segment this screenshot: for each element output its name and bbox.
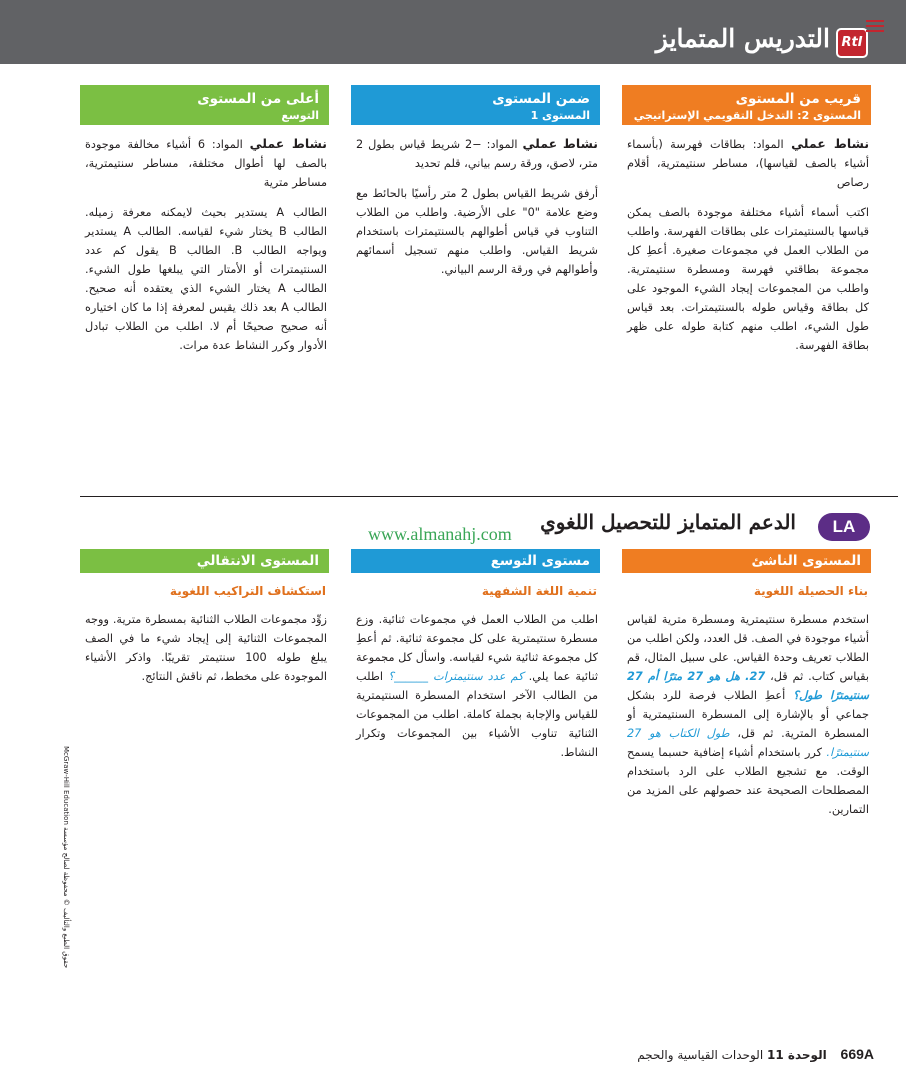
rti-badge: RtI bbox=[836, 28, 868, 58]
top-banner bbox=[0, 0, 906, 64]
la-text-bridging: زوِّد مجموعات الطلاب الثنائية بمسطرة مترية. ووجه المجموعات الثنائية إلى إيجاد شيء ما في الصف يبلغ طوله 100 سنتيمتر تقريبًا. واذكر الأشياء الموجودة على مخطط، ثم ناقش النتائج. bbox=[85, 613, 327, 683]
activity-label: نشاط عملي bbox=[249, 136, 327, 151]
la-subhead-expanding: تنمية اللغة الشفهية bbox=[481, 584, 597, 598]
activity-label: نشاط عملي bbox=[791, 136, 870, 151]
column-header-on-level: ضمن المستوى المستوى 1 bbox=[351, 85, 600, 125]
la-subhead-emerging: بناء الحصيلة اللغوية bbox=[753, 584, 868, 598]
copyright-side-text: McGraw-Hill Education حقوق الطبع والتأليف © محفوظة لصالح مؤسسة bbox=[62, 746, 70, 969]
language-section-title: الدعم المتمايز للتحصيل اللغوي bbox=[540, 510, 796, 534]
menu-icon[interactable] bbox=[866, 20, 884, 34]
la-subhead-bridging: استكشاف التراكيب اللغوية bbox=[169, 584, 326, 598]
example-question: 27. هل هو 27 مترًا أم 27 سنتيمترًا طول؟ bbox=[627, 670, 870, 702]
page-title: التدريس المتمايز bbox=[655, 24, 830, 53]
la-text-expanding: اطلب من الطلاب العمل في مجموعات ثنائية. وزع مسطرة سنتيمترية على كل مجموعة ثنائية. ثم أعطِ كل مجموعة ثنائية شيء لقياسه. واسأل كل مجموعة ثنائية عما يلي. كم عدد سنتيمترات ______؟ اطلب من الطالب الآخر استخدام المسطرة السنتيمترية للقياس والإجابة بجملة كاملة. اطلب من المجموعات الثنائية تناوب الأشياء بين المجموعات وتكرار النشاط. bbox=[356, 613, 599, 759]
unit-title: الوحدات القياسية والحجم bbox=[637, 1048, 764, 1062]
example-answer: طول الكتاب هو 27 سنتيمترًا. bbox=[627, 727, 869, 759]
la-text-emerging: استخدم مسطرة سنتيمترية ومسطرة مترية لقياس أشياء موجودة في الصف. قل العدد، ولكن اطلب من الطلاب تعريف وحدة القياس. على سبيل المثال، قم بقياس كتاب. ثم قل، 27. هل هو 27 مترًا أم 27 سنتيمترًا طول؟ أعطِ الطلاب فرصة للرد بشكل جماعي أو بالإشارة إلى المسطرة السنتيمترية أو المسطرة المترية. ثم قل، طول الكتاب هو 27 سنتيمترًا. كرر باستخدام أشياء إضافية حسبما يسمح الوقت. مع تشجيع الطلاب على الرد باستخدام المصطلحات الصحيحة عند حصولهم على المزيد من التمارين. bbox=[627, 613, 870, 816]
page-footer bbox=[637, 1046, 874, 1062]
la-header-emerging: المستوى الناشئ bbox=[622, 549, 871, 573]
la-header-expanding: مستوى التوسع bbox=[351, 549, 600, 573]
column-header-approaching: قريب من المستوى المستوى 2: التدخل التقويمي الإستراتيجي bbox=[622, 85, 871, 125]
la-badge: LA bbox=[818, 513, 870, 541]
watermark: www.almanahj.com bbox=[368, 524, 512, 544]
la-header-bridging: المستوى الانتقالي bbox=[80, 549, 329, 573]
section-divider bbox=[80, 496, 898, 497]
activity-label: نشاط عملي bbox=[522, 136, 598, 151]
page-number: 669A bbox=[840, 1046, 874, 1062]
column-text-beyond: نشاط عملي المواد: 6 أشياء مخالفة موجودة بالصف لها أطوال مختلفة، مساطر سنتيمترية، مساطر مترية الطالب A يستدير بحيث لايمكنه معرفة زميله. الطالب B يختار شيء لقياسه. الطالب A يستدير ويواجه الطالب B. الطالب B يقول كم عدد السنتيمترات أو الأمتار التي يبلغها طول الشيء. الطالب A يختار الشيء الذي يعتقده أنه صحيح. الطالب A بعد ذلك يقيس لمعرفة إذا ما كان اختياره أنه صحيح صحيحًا أم لا. اطلب من الطلاب تبادل الأدوار وكرر النشاط عدة مرات. bbox=[85, 136, 328, 352]
column-text-on-level: نشاط عملي المواد: −2 شريط قياس بطول 2 متر، لاصق، ورقة رسم بياني، قلم تحديد أرفق شريط القياس بطول 2 متر رأسيًا بالحائط مع وضع علامة "0" على الأرضية. واطلب من الطلاب التناوب في قياس أطوالهم بالسنتيمترات باستخدام شريط القياس. واطلب منهم تسجيل أسمائهم وأطوالهم في ورقة الرسم البياني. bbox=[356, 136, 598, 276]
column-text-approaching: نشاط عملي المواد: بطاقات فهرسة (بأسماء أشياء بالصف لقياسها)، مساطر سنتيمترية، أقلام رصاص اكتب أسماء أشياء مختلفة موجودة بالصف يمكن قياسها بالسنتيمترات على بطاقات الفهرسة. واطلب من الطلاب العمل في مجموعات صغيرة. أعطِ كل مجموعة بطاقتي فهرسة ومسطرة سنتيمترية. واطلب من المجموعات إيجاد الشيء الموجود على كل بطاقة وقياس طوله بالسنتيمترات. بعد قياس طول الشيء، اطلب منهم كتابة طوله على ظهر بطاقة الفهرسة. bbox=[627, 136, 870, 352]
unit-label: الوحدة 11 bbox=[767, 1048, 827, 1062]
example-prompt: كم عدد سنتيمترات ______؟ bbox=[388, 670, 524, 683]
column-header-beyond: أعلى من المستوى التوسع bbox=[80, 85, 329, 125]
